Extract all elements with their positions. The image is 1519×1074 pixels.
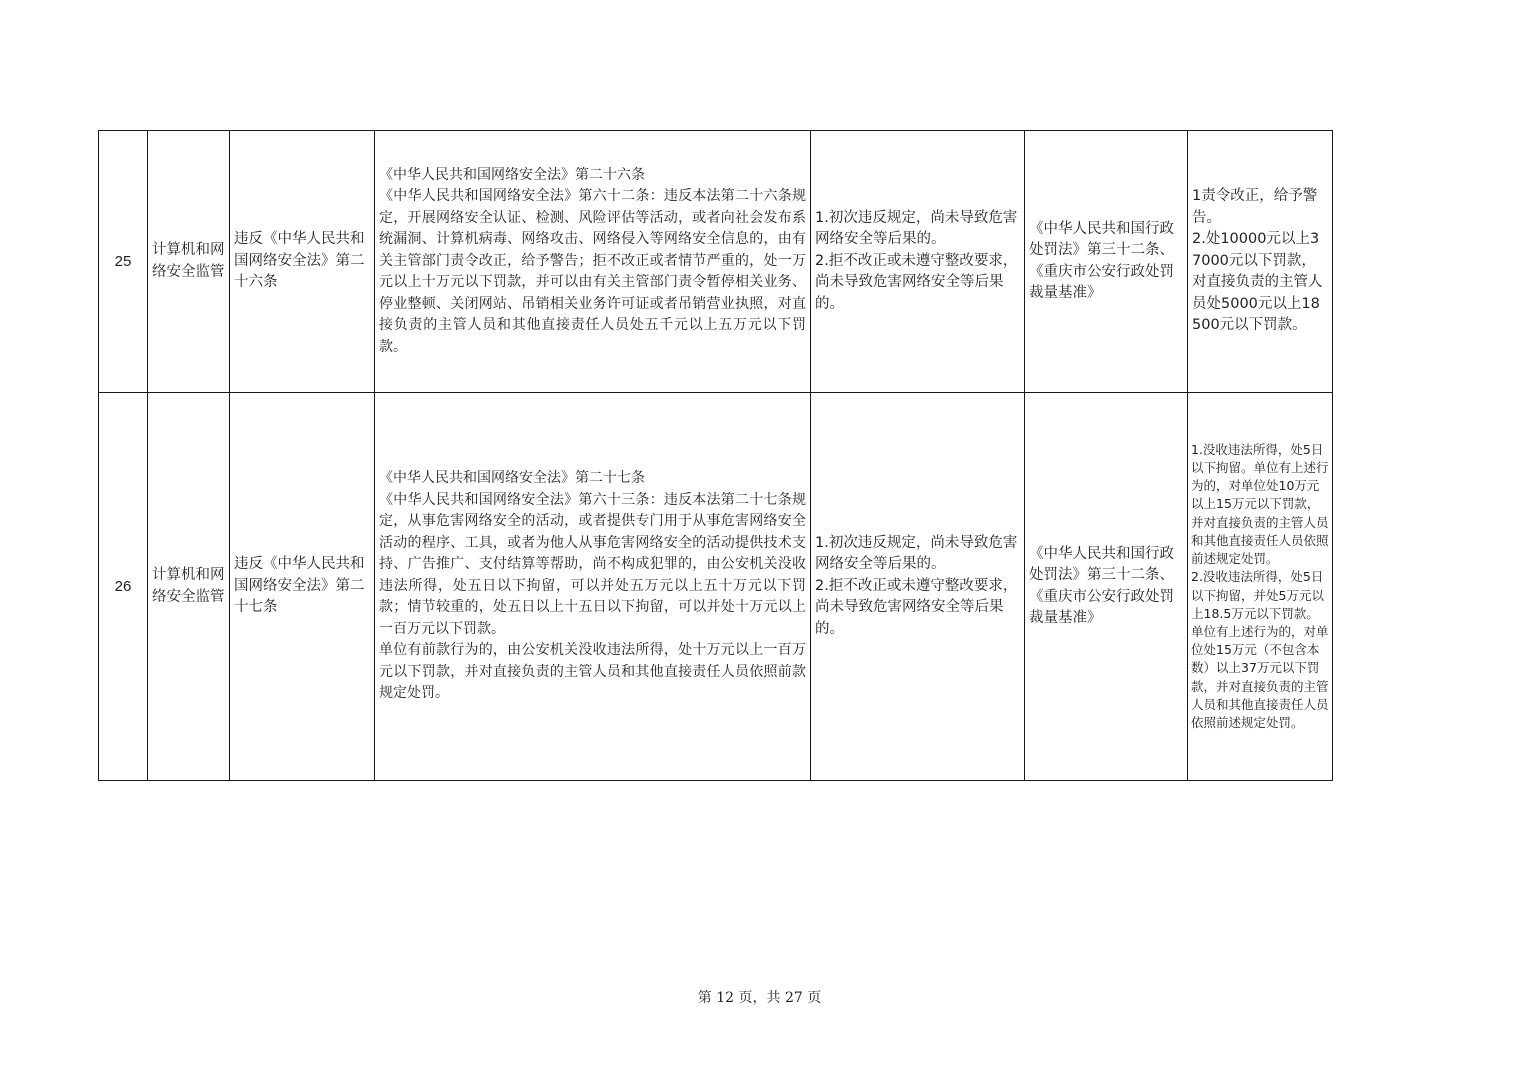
reference-cell: 《中华人民共和国行政处罚法》第三十二条、《重庆市公安行政处罚裁量基准》: [1025, 131, 1188, 393]
penalty-standard-cell: [1188, 393, 1333, 781]
item-number: 26: [99, 393, 148, 781]
penalty-standard-cell: [1188, 131, 1333, 393]
legal-basis-cell: [375, 131, 811, 393]
legal-basis-cell: [375, 393, 811, 781]
penalty-table: [98, 130, 1333, 781]
table-row: [99, 393, 1333, 781]
violation-cell: 违反《中华人民共和国网络安全法》第二十六条: [230, 131, 375, 393]
circumstance-item: 1.初次违反规定，尚未导致危害网络安全等后果的。: [815, 209, 1018, 248]
circumstance-item: 2.拒不改正或未遵守整改要求，尚未导致危害网络安全等后果的。: [815, 252, 1018, 312]
legal-basis-line: 《中华人民共和国网络安全法》第二十七条: [379, 470, 645, 487]
category-cell: 计算机和网络安全监管: [148, 393, 230, 781]
violation-cell: 违反《中华人民共和国网络安全法》第二十七条: [230, 393, 375, 781]
standard-item: 1.没收违法所得，处5日以下拘留。单位有上述行为的，对单位处10万元以上15万元以下罚款，并对直接负责的主管人员和其他直接责任人员依照前述规定处罚。: [1191, 441, 1329, 567]
page-footer: 第 12 页，共 27 页: [697, 990, 822, 1006]
legal-basis-line: 单位有前款行为的，由公安机关没收违法所得，处十万元以上一百万元以下罚款，并对直接负责的主管人员和其他直接责任人员依照前款规定处罚。: [379, 642, 806, 702]
legal-basis-line: 《中华人民共和国网络安全法》第六十二条：违反本法第二十六条规定，开展网络安全认证、检测、风险评估等活动，或者向社会发布系统漏洞、计算机病毒、网络攻击、网络侵入等网络安全信息的，由有关主管部门责令改正，给予警告；拒不改正或者情节严重的，处一万元以上十万元以下罚款，并可以由有关主管部门责令暂停相关业务、停业整顿、关闭网站、吊销相关业务许可证或者吊销营业执照，对直接负责的主管人员和其他直接责任人员处五千元以上五万元以下罚款。: [379, 188, 806, 355]
item-number: 25: [99, 131, 148, 393]
circumstance-item: 1.初次违反规定，尚未导致危害网络安全等后果的。: [815, 534, 1018, 573]
reference-cell: 《中华人民共和国行政处罚法》第三十二条、《重庆市公安行政处罚裁量基准》: [1025, 393, 1188, 781]
standard-item: 1责令改正，给予警告。: [1192, 188, 1318, 226]
circumstance-cell: [811, 393, 1025, 781]
standard-item: 2.没收违法所得，处5日以下拘留，并处5万元以上18.5万元以下罚款。单位有上述行为的，对单位处15万元（不包含本数）以上37万元以下罚款，并对直接负责的主管人员和其他直接责任人员依照前述规定处罚。: [1191, 569, 1329, 730]
category-cell: 计算机和网络安全监管: [148, 131, 230, 393]
circumstance-cell: [811, 131, 1025, 393]
standard-item: 2.处10000元以上37000元以下罚款，对直接负责的主管人员处5000元以上18500元以下罚款。: [1192, 231, 1323, 334]
circumstance-item: 2.拒不改正或未遵守整改要求，尚未导致危害网络安全等后果的。: [815, 577, 1018, 637]
table-row: [99, 131, 1333, 393]
legal-basis-line: 《中华人民共和国网络安全法》第二十六条: [379, 166, 645, 183]
legal-basis-line: 《中华人民共和国网络安全法》第六十三条：违反本法第二十七条规定，从事危害网络安全的活动，或者提供专门用于从事危害网络安全活动的程序、工具，或者为他人从事危害网络安全的活动提供技术支持、广告推广、支付结算等帮助，尚不构成犯罪的，由公安机关没收违法所得，处五日以下拘留，可以并处五万元以上五十万元以下罚款；情节较重的，处五日以上十五日以下拘留，可以并处十万元以上一百万元以下罚款。: [379, 491, 806, 637]
